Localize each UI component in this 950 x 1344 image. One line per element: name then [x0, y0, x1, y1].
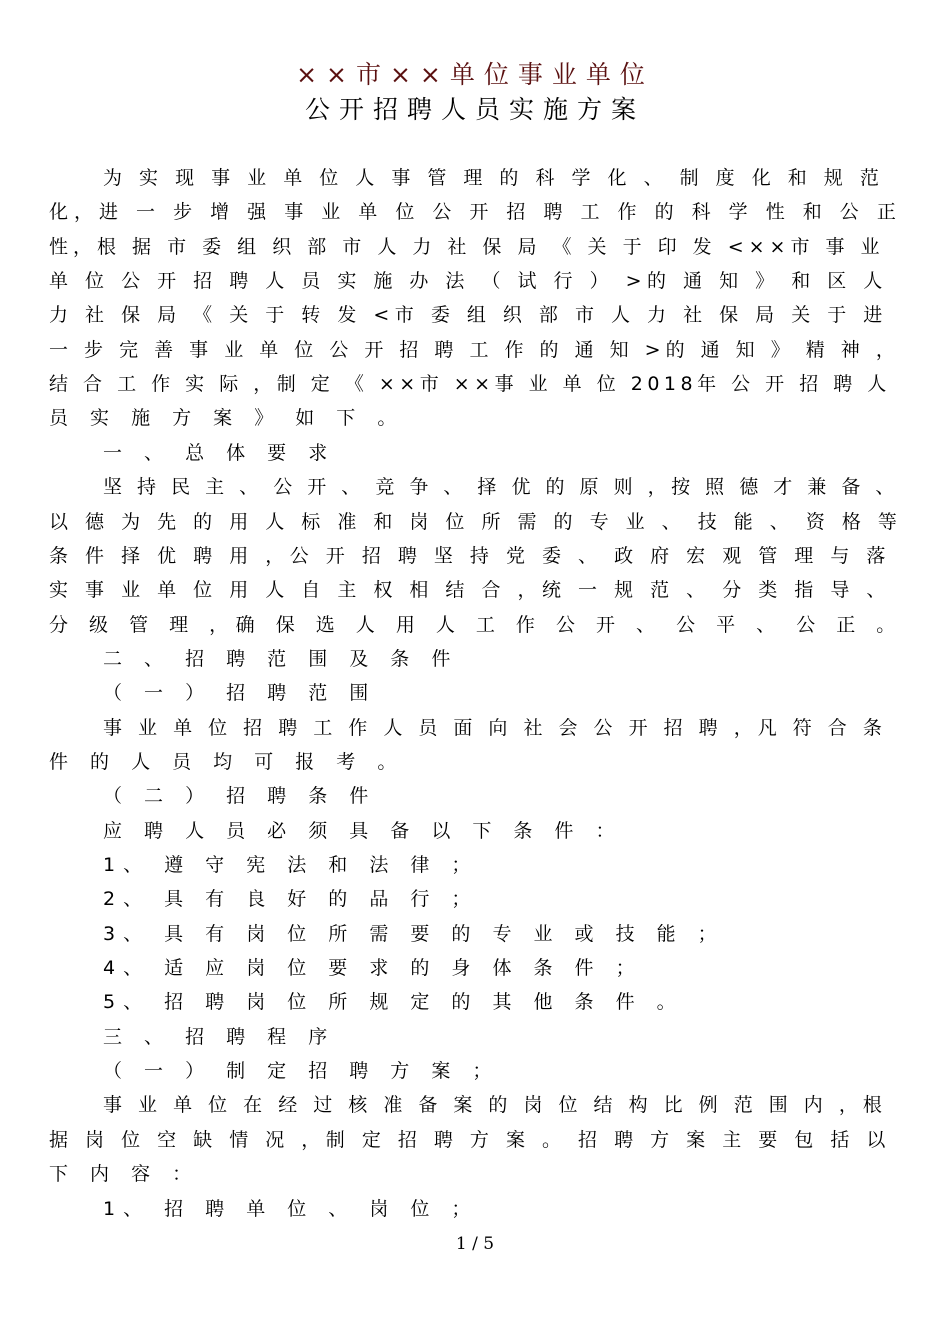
- body-line: 单 位 公 开 招 聘 人 员 实 施 办 法 （ 试 行 ） >的 通 知 》 和 区 人: [49, 270, 888, 293]
- body-line: 条 件 择 优 聘 用 ，公 开 招 聘 坚 持 党 委 、 政 府 宏 观 管 理 与 落: [49, 544, 891, 567]
- body-line: （ 一 ） 招 聘 范 围: [103, 682, 377, 705]
- body-line: 坚 持 民 主 、 公 开 、 竞 争 、 择 优 的 原 则 ，按 照 德 才 兼 备 、: [103, 476, 899, 499]
- body-line: 以 德 为 先 的 用 人 标 准 和 岗 位 所 需 的 专 业 、 技 能 、 资 格 等: [49, 510, 903, 533]
- body-line: 件 的 人 员 均 可 报 考 。: [49, 750, 405, 773]
- body-line: 三 、 招 聘 程 序: [103, 1025, 336, 1048]
- body-line: 实 事 业 单 位 用 人 自 主 权 相 结 合 ，统 一 规 范 、 分 类 指 导 、: [49, 579, 891, 602]
- body-line: （ 一 ） 制 定 招 聘 方 案 ；: [103, 1060, 500, 1083]
- body-line: 1、 遵 守 宪 法 和 法 律 ；: [103, 854, 479, 876]
- body-line: 性，根 据 市 委 组 织 部 市 人 力 社 保 局 《 关 于 印 发 <××市 事 业: [49, 235, 885, 258]
- body-line: 一 、 总 体 要 求: [103, 441, 336, 464]
- body-line: 事 业 单 位 在 经 过 核 准 备 案 的 岗 位 结 构 比 例 范 围 内 ，根: [103, 1094, 887, 1117]
- body-line: 为 实 现 事 业 单 位 人 事 管 理 的 科 学 化 、 制 度 化 和 规 范: [103, 167, 885, 189]
- body-line: 4、 适 应 岗 位 要 求 的 身 体 条 件 ；: [103, 957, 643, 980]
- body-line: 下 内 容 ：: [49, 1163, 200, 1186]
- body-line: 3、 具 有 岗 位 所 需 要 的 专 业 或 技 能 ；: [103, 922, 725, 945]
- document-title-line1: ××市××单位事业单位: [296, 60, 654, 89]
- body-line: 一 步 完 善 事 业 单 位 公 开 招 聘 工 作 的 通 知 >的 通 知 》 精 神 ，: [49, 338, 900, 361]
- body-line: 应 聘 人 员 必 须 具 备 以 下 条 件 ：: [103, 819, 623, 842]
- body-line: 力 社 保 局 《 关 于 转 发 <市 委 组 织 部 市 人 力 社 保 局 关 于 进: [49, 304, 888, 327]
- body-line: 5、 招 聘 岗 位 所 规 定 的 其 他 条 件 。: [103, 991, 684, 1014]
- body-line: （ 二 ） 招 聘 条 件: [103, 785, 377, 808]
- body-line: 化，进 一 步 增 强 事 业 单 位 公 开 招 聘 工 作 的 科 学 性 和 公 正: [49, 201, 902, 224]
- body-line: 据 岗 位 空 缺 情 况 ，制 定 招 聘 方 案 。 招 聘 方 案 主 要 包 括 以: [49, 1128, 891, 1151]
- body-line: 员 实 施 方 案 》 如 下 。: [49, 407, 405, 430]
- body-line: 分 级 管 理 ，确 保 选 人 用 人 工 作 公 开 、 公 平 、 公 正 。: [49, 613, 903, 636]
- body-line: 1、 招 聘 单 位 、 岗 位 ；: [103, 1197, 479, 1220]
- body-line: 2、 具 有 良 好 的 品 行 ；: [103, 888, 479, 911]
- body-line: 事 业 单 位 招 聘 工 作 人 员 面 向 社 会 公 开 招 聘 ，凡 符 合 条: [103, 716, 887, 739]
- document-title-line2: 公开招聘人员实施方案: [304, 95, 645, 124]
- page-number: 1 / 5: [455, 1234, 495, 1254]
- body-line: 二 、 招 聘 范 围 及 条 件: [103, 647, 459, 670]
- body-line: 结 合 工 作 实 际 ，制 定 《 ××市 ××事 业 单 位 2018年 公 开 招 聘 人: [49, 373, 891, 396]
